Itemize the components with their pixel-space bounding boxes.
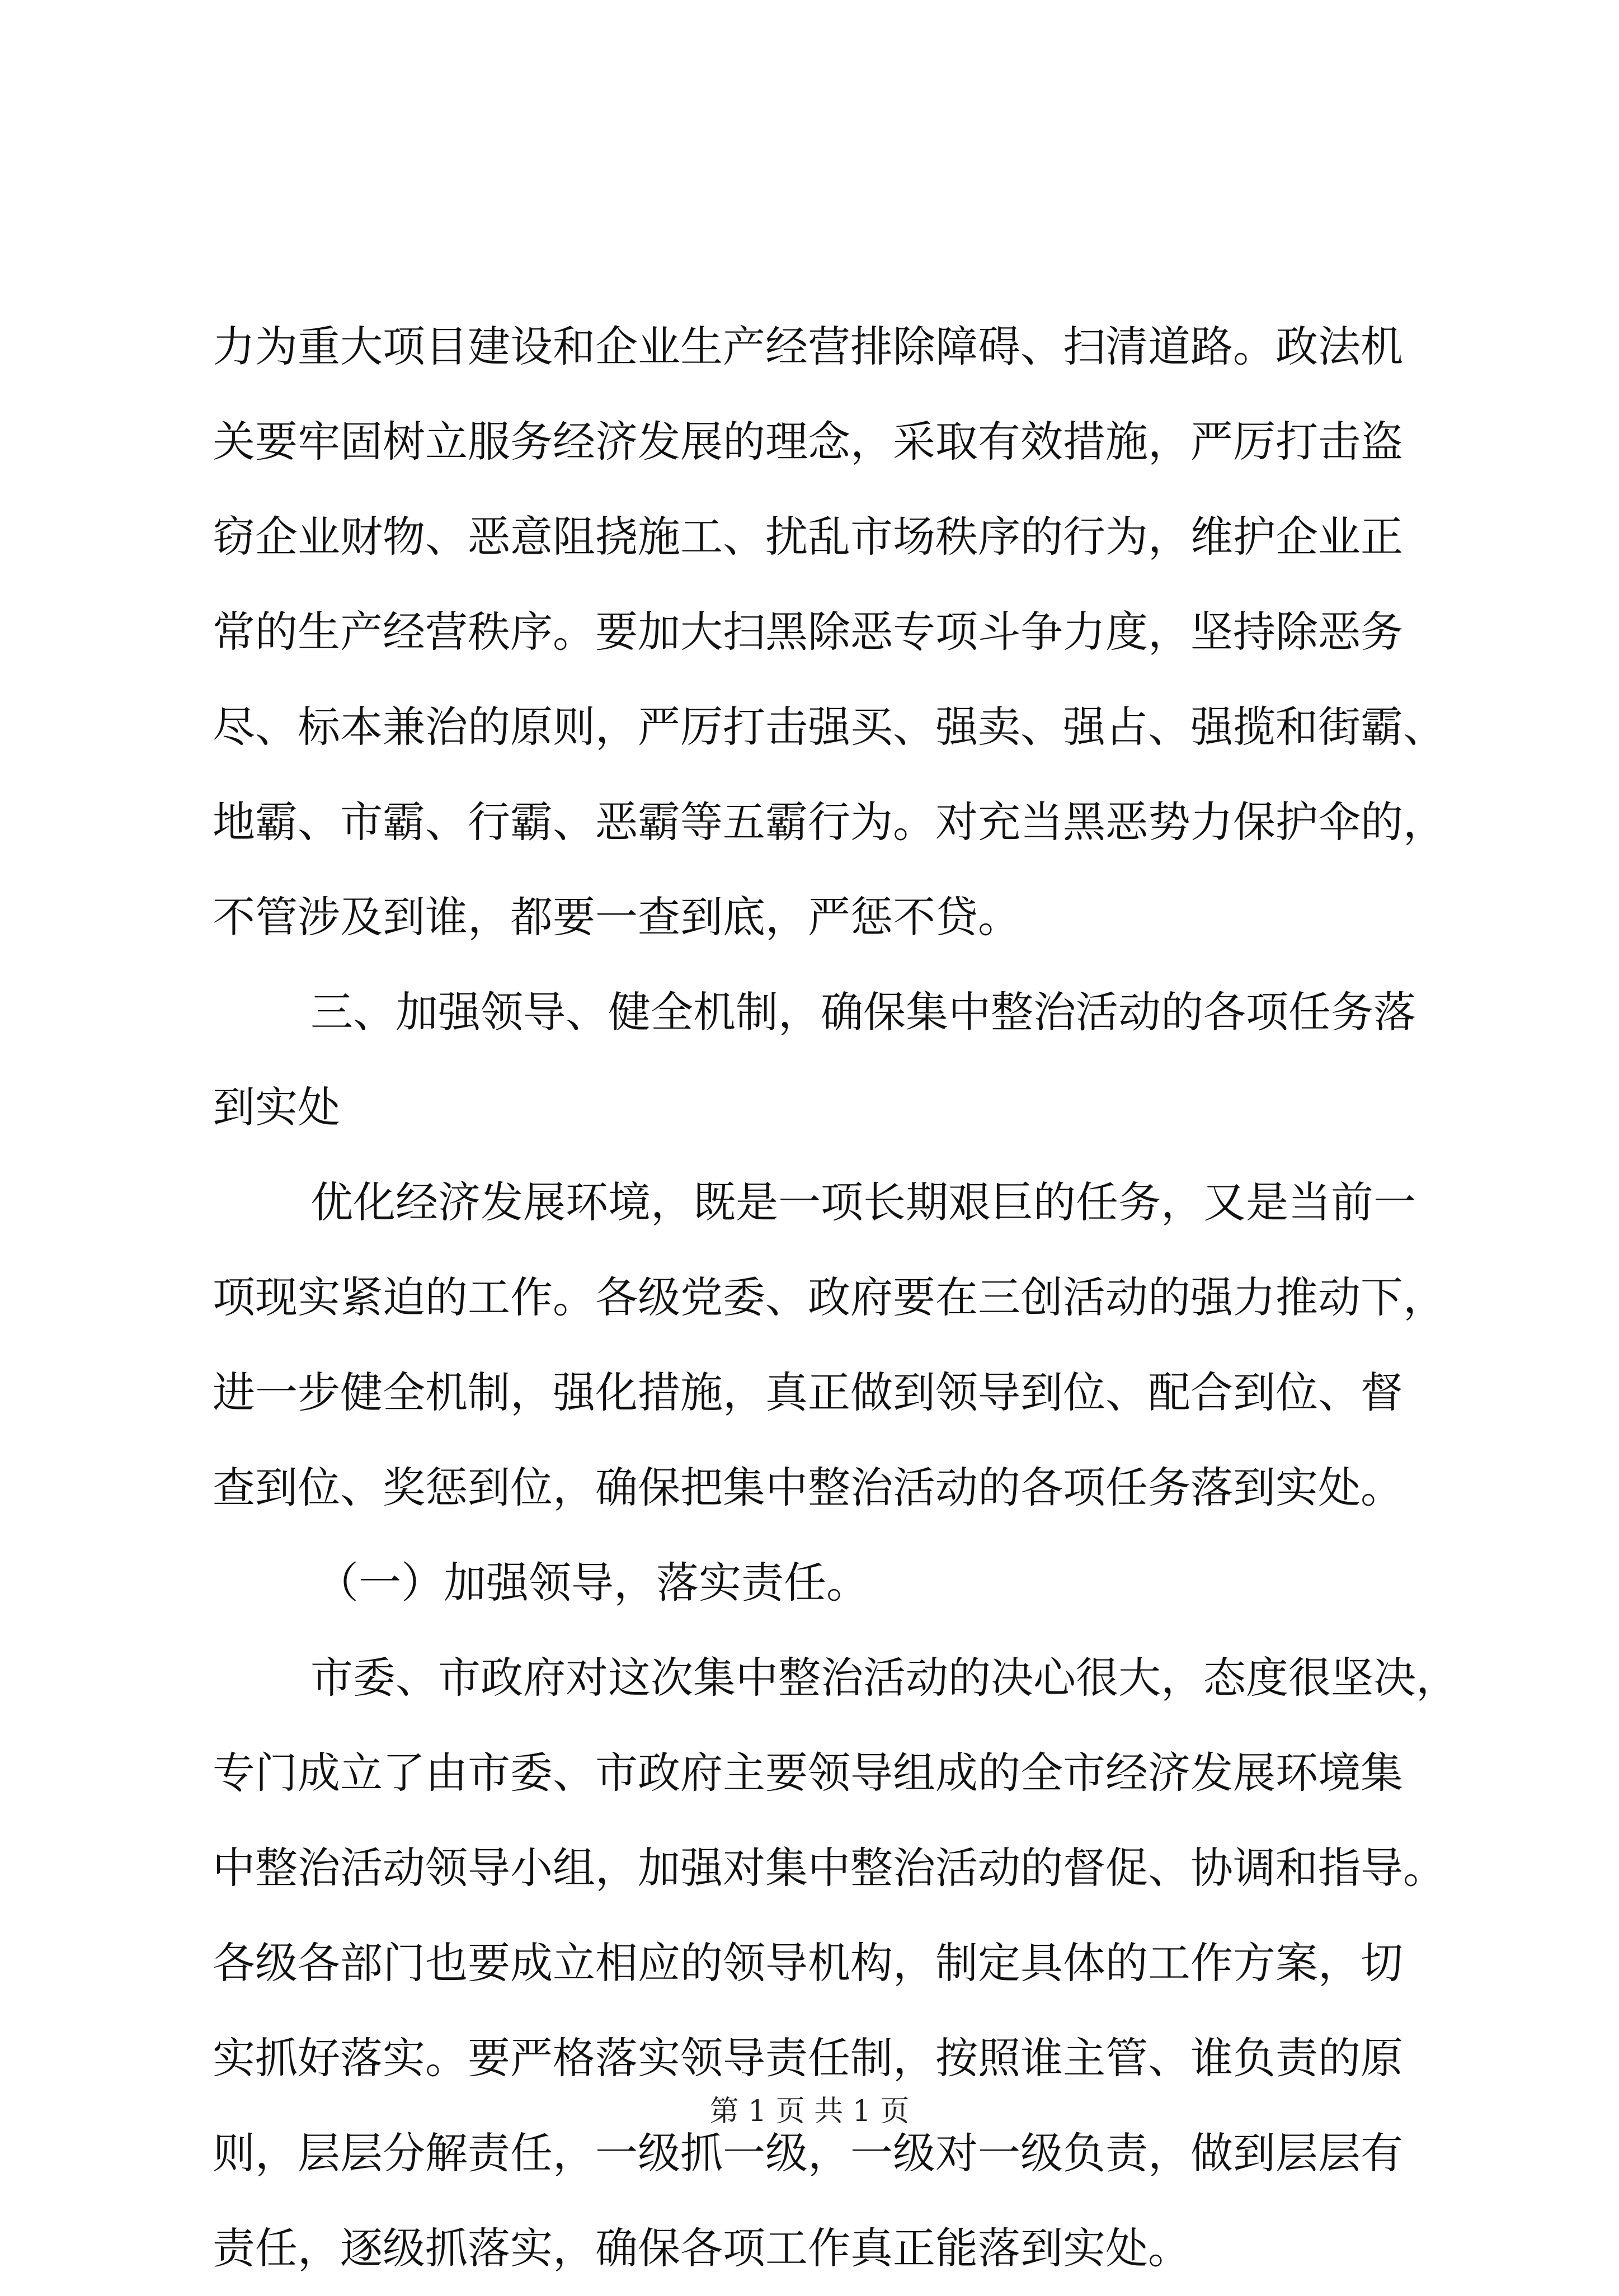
- paragraph-start: 市委、市政府对这次集中整治活动的决心很大，态度很坚决，: [310, 1653, 1458, 1703]
- text-line: 窃企业财物、恶意阻挠施工、扰乱市场秩序的行为，维护企业正: [213, 512, 1403, 562]
- subsection-heading: （一）加强领导，落实责任。: [316, 1558, 869, 1607]
- text-line: 中整治活动领导小组，加强对集中整治活动的督促、协调和指导。: [213, 1843, 1446, 1893]
- text-line: 责任，逐级抓落实，确保各项工作真正能落到实处。: [213, 2223, 1190, 2273]
- text-line: 常的生产经营秩序。要加大扫黑除恶专项斗争力度，坚持除恶务: [213, 607, 1403, 657]
- text-line: 尽、标本兼治的原则，严厉打击强买、强卖、强占、强揽和街霸、: [213, 702, 1446, 752]
- text-line: 进一步健全机制，强化措施，真正做到领导到位、配合到位、督: [213, 1368, 1403, 1417]
- text-line: 专门成立了由市委、市政府主要领导组成的全市经济发展环境集: [213, 1748, 1403, 1798]
- section-heading-continued: 到实处: [213, 1082, 340, 1132]
- text-line: 地霸、市霸、行霸、恶霸等五霸行为。对充当黑恶势力保护伞的，: [213, 797, 1446, 847]
- text-line: 力为重大项目建设和企业生产经营排除障碍、扫清道路。政法机: [213, 322, 1403, 371]
- text-line: 不管涉及到谁，都要一查到底，严惩不贷。: [213, 892, 1020, 942]
- text-line: 查到位、奖惩到位，确保把集中整治活动的各项任务落到实处。: [213, 1463, 1403, 1512]
- document-body: [213, 299, 1458, 2296]
- text-line: 项现实紧迫的工作。各级党委、政府要在三创活动的强力推动下，: [213, 1272, 1446, 1322]
- text-line: 则，层层分解责任，一级抓一级，一级对一级负责，做到层层有: [213, 2128, 1403, 2178]
- page-footer: 第 1 页 共 1 页: [709, 2095, 910, 2128]
- text-line: 实抓好落实。要严格落实领导责任制，按照谁主管、谁负责的原: [213, 2033, 1403, 2083]
- text-line: 关要牢固树立服务经济发展的理念，采取有效措施，严厉打击盗: [213, 417, 1403, 466]
- text-line: 各级各部门也要成立相应的领导机构，制定具体的工作方案，切: [213, 1938, 1403, 1988]
- section-heading: 三、加强领导、健全机制，确保集中整治活动的各项任务落: [310, 987, 1416, 1037]
- paragraph-start: 优化经济发展环境，既是一项长期艰巨的任务，又是当前一: [310, 1177, 1416, 1227]
